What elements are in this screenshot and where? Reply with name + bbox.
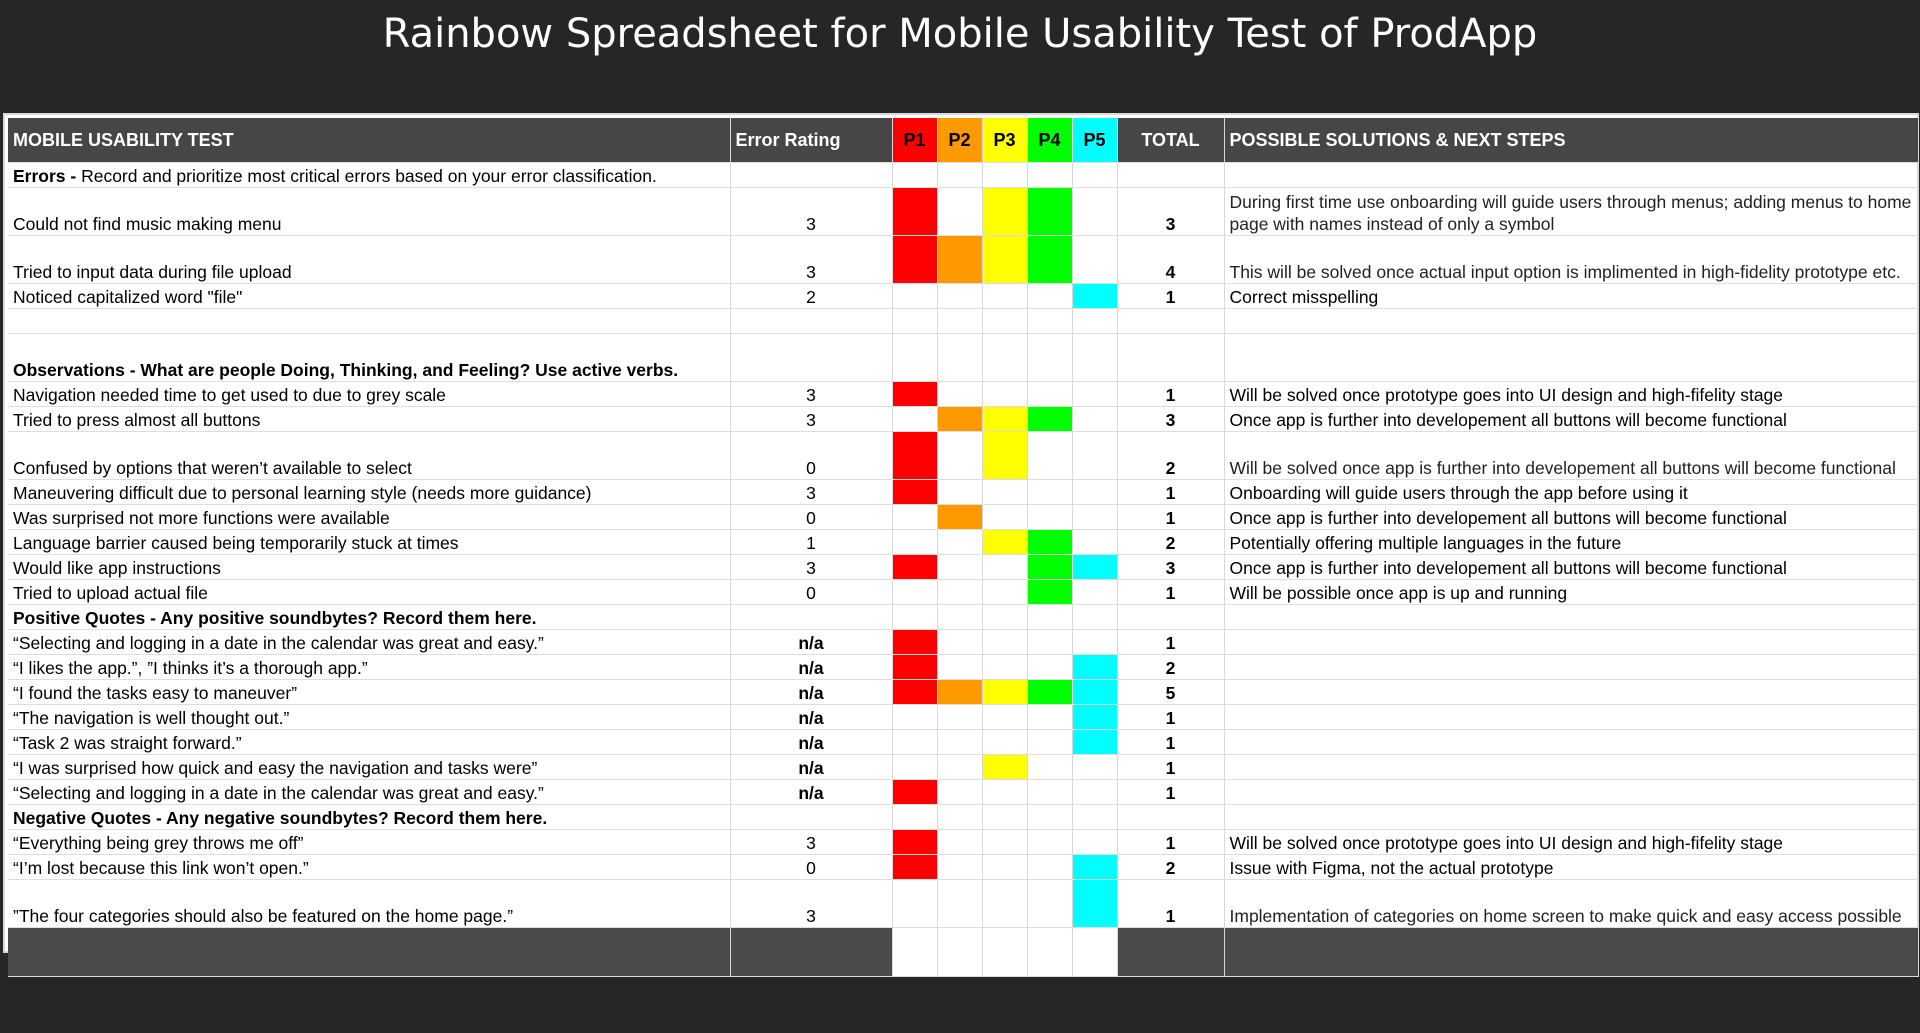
participant-p1-cell[interactable] (892, 555, 937, 580)
empty-cell[interactable] (982, 805, 1027, 830)
footer-participant-cell (892, 928, 937, 977)
participant-p5-cell[interactable] (1072, 755, 1117, 780)
participant-p3-cell[interactable] (982, 505, 1027, 530)
empty-cell[interactable] (1117, 163, 1224, 188)
participant-p3-cell[interactable] (982, 530, 1027, 555)
empty-cell[interactable] (1027, 805, 1072, 830)
table-row (8, 555, 1918, 580)
error-rating-cell[interactable]: 0 (730, 580, 892, 605)
participant-p4-cell[interactable] (1027, 236, 1072, 284)
table-row (8, 655, 1918, 680)
empty-cell[interactable] (937, 309, 982, 334)
participant-p3-cell[interactable] (982, 236, 1027, 284)
empty-cell[interactable] (1027, 605, 1072, 630)
participant-p2-cell[interactable] (937, 680, 982, 705)
empty-cell[interactable] (937, 605, 982, 630)
footer-participant-cell (1027, 928, 1072, 977)
empty-cell[interactable] (937, 163, 982, 188)
participant-p2-cell[interactable] (937, 555, 982, 580)
error-rating-cell[interactable]: n/a (730, 655, 892, 680)
error-rating-cell[interactable]: n/a (730, 755, 892, 780)
participant-p1-cell[interactable] (892, 630, 937, 655)
participant-p5-cell[interactable] (1072, 855, 1117, 880)
solution-cell[interactable]: Once app is further into developement all buttons will become functional (1224, 505, 1918, 530)
header-test[interactable]: MOBILE USABILITY TEST (8, 118, 730, 163)
error-rating-cell[interactable]: 3 (730, 382, 892, 407)
table-body (8, 163, 1918, 977)
participant-p1-cell[interactable] (892, 236, 937, 284)
table-row (8, 855, 1918, 880)
total-cell[interactable]: 1 (1117, 284, 1224, 309)
participant-p2-cell[interactable] (937, 407, 982, 432)
participant-p1-cell[interactable] (892, 780, 937, 805)
empty-cell[interactable] (937, 805, 982, 830)
header-p1[interactable]: P1 (892, 118, 937, 163)
participant-p1-cell[interactable] (892, 530, 937, 555)
empty-cell[interactable] (892, 605, 937, 630)
participant-p1-cell[interactable] (892, 880, 937, 928)
total-cell[interactable]: 2 (1117, 530, 1224, 555)
table-row (8, 705, 1918, 730)
empty-cell[interactable] (937, 334, 982, 382)
participant-p2-cell[interactable] (937, 755, 982, 780)
solution-cell[interactable]: Will be solved once prototype goes into UI design and high-fifelity stage (1224, 830, 1918, 855)
participant-p4-cell[interactable] (1027, 555, 1072, 580)
participant-p1-cell[interactable] (892, 705, 937, 730)
solution-cell[interactable]: Correct misspelling (1224, 284, 1918, 309)
participant-p3-cell[interactable] (982, 880, 1027, 928)
participant-p1-cell[interactable] (892, 407, 937, 432)
participant-p2-cell[interactable] (937, 655, 982, 680)
participant-p1-cell[interactable] (892, 432, 937, 480)
participant-p4-cell[interactable] (1027, 755, 1072, 780)
participant-p3-cell[interactable] (982, 705, 1027, 730)
empty-cell[interactable] (1027, 163, 1072, 188)
error-rating-cell[interactable]: 3 (730, 480, 892, 505)
participant-p4-cell[interactable] (1027, 382, 1072, 407)
empty-cell[interactable] (1224, 605, 1918, 630)
finding-cell[interactable]: Maneuvering difficult due to personal learning style (needs more guidance) (8, 480, 730, 505)
participant-p1-cell[interactable] (892, 755, 937, 780)
participant-p3-cell[interactable] (982, 830, 1027, 855)
participant-p4-cell[interactable] (1027, 530, 1072, 555)
participant-p4-cell[interactable] (1027, 580, 1072, 605)
blank-row (8, 309, 1918, 334)
total-cell[interactable]: 5 (1117, 680, 1224, 705)
participant-p3-cell[interactable] (982, 188, 1027, 236)
participant-p3-cell[interactable] (982, 680, 1027, 705)
total-cell[interactable]: 1 (1117, 580, 1224, 605)
page-title: Rainbow Spreadsheet for Mobile Usability Test of ProdApp (382, 11, 1538, 57)
solution-cell[interactable]: Will be solved once prototype goes into UI design and high-fifelity stage (1224, 382, 1918, 407)
empty-cell[interactable] (8, 309, 730, 334)
total-cell[interactable]: 1 (1117, 780, 1224, 805)
table-row (8, 880, 1918, 928)
footer-cell (1224, 928, 1918, 977)
participant-p3-cell[interactable] (982, 730, 1027, 755)
error-rating-cell[interactable]: 3 (730, 188, 892, 236)
participant-p5-cell[interactable] (1072, 480, 1117, 505)
participant-p5-cell[interactable] (1072, 188, 1117, 236)
participant-p5-cell[interactable] (1072, 432, 1117, 480)
finding-cell[interactable]: Tried to press almost all buttons (8, 407, 730, 432)
participant-p5-cell[interactable] (1072, 580, 1117, 605)
header-p2[interactable]: P2 (937, 118, 982, 163)
empty-cell[interactable] (1117, 309, 1224, 334)
footer-participant-cell (937, 928, 982, 977)
participant-p1-cell[interactable] (892, 655, 937, 680)
finding-cell[interactable]: Language barrier caused being temporarily stuck at times (8, 530, 730, 555)
participant-p4-cell[interactable] (1027, 655, 1072, 680)
participant-p4-cell[interactable] (1027, 284, 1072, 309)
participant-p5-cell[interactable] (1072, 780, 1117, 805)
participant-p4-cell[interactable] (1027, 505, 1072, 530)
empty-cell[interactable] (982, 163, 1027, 188)
participant-p4-cell[interactable] (1027, 188, 1072, 236)
total-cell[interactable]: 1 (1117, 755, 1224, 780)
solution-cell[interactable] (1224, 655, 1918, 680)
table-row (8, 382, 1918, 407)
solution-cell[interactable]: Once app is further into developement all buttons will become functional (1224, 555, 1918, 580)
total-cell[interactable]: 1 (1117, 480, 1224, 505)
empty-cell[interactable] (1117, 605, 1224, 630)
footer-participant-cell (982, 928, 1027, 977)
table-row (8, 407, 1918, 432)
section-header-row (8, 605, 1918, 630)
participant-p2-cell[interactable] (937, 780, 982, 805)
footer-cell (8, 928, 730, 977)
error-rating-cell[interactable]: 3 (730, 880, 892, 928)
solution-cell[interactable] (1224, 630, 1918, 655)
participant-p1-cell[interactable] (892, 830, 937, 855)
participant-p1-cell[interactable] (892, 580, 937, 605)
finding-cell[interactable]: “I likes the app.”, ”I thinks it’s a thorough app.” (8, 655, 730, 680)
solution-cell[interactable]: Issue with Figma, not the actual prototype (1224, 855, 1918, 880)
participant-p4-cell[interactable] (1027, 630, 1072, 655)
participant-p3-cell[interactable] (982, 580, 1027, 605)
table-row (8, 580, 1918, 605)
empty-cell[interactable] (1117, 805, 1224, 830)
participant-p1-cell[interactable] (892, 505, 937, 530)
table-row (8, 505, 1918, 530)
participant-p2-cell[interactable] (937, 505, 982, 530)
participant-p2-cell[interactable] (937, 480, 982, 505)
participant-p5-cell[interactable] (1072, 407, 1117, 432)
header-row (8, 118, 1918, 163)
participant-p5-cell[interactable] (1072, 880, 1117, 928)
total-cell[interactable]: 3 (1117, 407, 1224, 432)
finding-cell[interactable]: Tried to upload actual file (8, 580, 730, 605)
participant-p5-cell[interactable] (1072, 680, 1117, 705)
participant-p3-cell[interactable] (982, 780, 1027, 805)
empty-cell[interactable] (1072, 334, 1117, 382)
section-header-row (8, 334, 1918, 382)
participant-p2-cell[interactable] (937, 382, 982, 407)
empty-cell[interactable] (1224, 163, 1918, 188)
error-rating-cell[interactable]: 1 (730, 530, 892, 555)
empty-cell[interactable] (730, 163, 892, 188)
solution-cell[interactable]: During first time use onboarding will guide users through menus; adding menus to home page with names instead of only a symbol (1224, 188, 1918, 236)
participant-p2-cell[interactable] (937, 530, 982, 555)
empty-cell[interactable] (1224, 805, 1918, 830)
participant-p3-cell[interactable] (982, 284, 1027, 309)
header-error-rating[interactable]: Error Rating (730, 118, 892, 163)
empty-cell[interactable] (1072, 309, 1117, 334)
footer-row (8, 928, 1918, 977)
empty-cell[interactable] (982, 309, 1027, 334)
participant-p4-cell[interactable] (1027, 432, 1072, 480)
solution-cell[interactable] (1224, 730, 1918, 755)
participant-p4-cell[interactable] (1027, 407, 1072, 432)
table-row (8, 730, 1918, 755)
error-rating-cell[interactable]: n/a (730, 730, 892, 755)
solution-cell[interactable]: This will be solved once actual input option is implimented in high-fidelity prototype etc. (1224, 236, 1918, 284)
participant-p3-cell[interactable] (982, 655, 1027, 680)
participant-p3-cell[interactable] (982, 630, 1027, 655)
empty-cell[interactable] (1027, 309, 1072, 334)
section-title-bold: Negative Quotes - Any negative soundbytes? Record them here. (13, 808, 548, 828)
participant-p5-cell[interactable] (1072, 382, 1117, 407)
header-p4[interactable]: P4 (1027, 118, 1072, 163)
participant-p2-cell[interactable] (937, 284, 982, 309)
participant-p2-cell[interactable] (937, 855, 982, 880)
table-row (8, 530, 1918, 555)
participant-p4-cell[interactable] (1027, 855, 1072, 880)
participant-p2-cell[interactable] (937, 730, 982, 755)
solution-cell[interactable]: Potentially offering multiple languages in the future (1224, 530, 1918, 555)
participant-p4-cell[interactable] (1027, 730, 1072, 755)
error-rating-cell[interactable]: n/a (730, 680, 892, 705)
table-row (8, 480, 1918, 505)
error-rating-cell[interactable]: 0 (730, 432, 892, 480)
footer-cell (730, 928, 892, 977)
participant-p4-cell[interactable] (1027, 780, 1072, 805)
finding-cell[interactable]: Noticed capitalized word "file" (8, 284, 730, 309)
section-header-row (8, 163, 1918, 188)
error-rating-cell[interactable]: n/a (730, 630, 892, 655)
total-cell[interactable]: 1 (1117, 630, 1224, 655)
finding-cell[interactable]: Could not find music making menu (8, 188, 730, 236)
table-row (8, 755, 1918, 780)
total-cell[interactable]: 1 (1117, 505, 1224, 530)
participant-p5-cell[interactable] (1072, 505, 1117, 530)
participant-p4-cell[interactable] (1027, 480, 1072, 505)
solution-cell[interactable]: Will be possible once app is up and running (1224, 580, 1918, 605)
finding-cell[interactable]: “Selecting and logging in a date in the calendar was great and easy.” (8, 630, 730, 655)
section-title-bold: Observations - What are people Doing, Thinking, and Feeling? Use active verbs. (13, 360, 679, 380)
section-title-bold: Errors - (13, 166, 77, 186)
empty-cell[interactable] (982, 605, 1027, 630)
participant-p4-cell[interactable] (1027, 830, 1072, 855)
header-solutions[interactable]: POSSIBLE SOLUTIONS & NEXT STEPS (1224, 118, 1918, 163)
total-cell[interactable]: 3 (1117, 555, 1224, 580)
participant-p2-cell[interactable] (937, 830, 982, 855)
error-rating-cell[interactable]: n/a (730, 705, 892, 730)
participant-p2-cell[interactable] (937, 432, 982, 480)
participant-p3-cell[interactable] (982, 755, 1027, 780)
total-cell[interactable]: 1 (1117, 830, 1224, 855)
error-rating-cell[interactable]: 3 (730, 236, 892, 284)
solution-cell[interactable]: Once app is further into developement all buttons will become functional (1224, 407, 1918, 432)
finding-cell[interactable]: Confused by options that weren’t available to select (8, 432, 730, 480)
section-title-cell[interactable] (8, 805, 730, 830)
total-cell[interactable]: 2 (1117, 855, 1224, 880)
section-title-cell[interactable] (8, 163, 730, 188)
error-rating-cell[interactable]: 3 (730, 830, 892, 855)
participant-p2-cell[interactable] (937, 705, 982, 730)
section-header-row (8, 805, 1918, 830)
finding-cell[interactable]: Navigation needed time to get used to due to grey scale (8, 382, 730, 407)
participant-p5-cell[interactable] (1072, 630, 1117, 655)
solution-cell[interactable]: Onboarding will guide users through the app before using it (1224, 480, 1918, 505)
participant-p2-cell[interactable] (937, 630, 982, 655)
finding-cell[interactable]: Was surprised not more functions were available (8, 505, 730, 530)
section-title-bold: Positive Quotes - Any positive soundbytes? Record them here. (13, 608, 537, 628)
total-cell[interactable]: 1 (1117, 730, 1224, 755)
empty-cell[interactable] (892, 805, 937, 830)
participant-p5-cell[interactable] (1072, 705, 1117, 730)
empty-cell[interactable] (892, 309, 937, 334)
solution-cell[interactable] (1224, 705, 1918, 730)
finding-cell[interactable]: “Everything being grey throws me off” (8, 830, 730, 855)
participant-p1-cell[interactable] (892, 855, 937, 880)
spreadsheet (3, 113, 1919, 953)
participant-p5-cell[interactable] (1072, 236, 1117, 284)
header-total[interactable]: TOTAL (1117, 118, 1224, 163)
finding-cell[interactable]: ”The four categories should also be featured on the home page.” (8, 880, 730, 928)
participant-p2-cell[interactable] (937, 188, 982, 236)
participant-p2-cell[interactable] (937, 580, 982, 605)
empty-cell[interactable] (1224, 309, 1918, 334)
footer-cell (1117, 928, 1224, 977)
empty-cell[interactable] (1117, 334, 1224, 382)
participant-p5-cell[interactable] (1072, 530, 1117, 555)
finding-cell[interactable]: Tried to input data during file upload (8, 236, 730, 284)
table-row (8, 830, 1918, 855)
participant-p3-cell[interactable] (982, 432, 1027, 480)
participant-p5-cell[interactable] (1072, 555, 1117, 580)
participant-p2-cell[interactable] (937, 880, 982, 928)
finding-cell[interactable]: “I found the tasks easy to maneuver” (8, 680, 730, 705)
participant-p1-cell[interactable] (892, 730, 937, 755)
solution-cell[interactable] (1224, 755, 1918, 780)
participant-p3-cell[interactable] (982, 480, 1027, 505)
total-cell[interactable]: 1 (1117, 705, 1224, 730)
header-p3[interactable]: P3 (982, 118, 1027, 163)
total-cell[interactable]: 4 (1117, 236, 1224, 284)
total-cell[interactable]: 3 (1117, 188, 1224, 236)
table-row (8, 780, 1918, 805)
total-cell[interactable]: 1 (1117, 880, 1224, 928)
participant-p3-cell[interactable] (982, 855, 1027, 880)
finding-cell[interactable]: “The navigation is well thought out.” (8, 705, 730, 730)
finding-cell[interactable]: “Selecting and logging in a date in the calendar was great and easy.” (8, 780, 730, 805)
error-rating-cell[interactable]: 2 (730, 284, 892, 309)
usability-table (8, 118, 1919, 977)
table-row (8, 236, 1918, 284)
finding-cell[interactable]: “I was surprised how quick and easy the navigation and tasks were” (8, 755, 730, 780)
header-p5[interactable]: P5 (1072, 118, 1117, 163)
error-rating-cell[interactable]: 0 (730, 855, 892, 880)
participant-p4-cell[interactable] (1027, 880, 1072, 928)
total-cell[interactable]: 2 (1117, 432, 1224, 480)
participant-p5-cell[interactable] (1072, 655, 1117, 680)
participant-p3-cell[interactable] (982, 407, 1027, 432)
empty-cell[interactable] (730, 334, 892, 382)
table-row (8, 284, 1918, 309)
participant-p4-cell[interactable] (1027, 680, 1072, 705)
table-row (8, 680, 1918, 705)
empty-cell[interactable] (730, 805, 892, 830)
empty-cell[interactable] (730, 309, 892, 334)
footer-participant-cell (1072, 928, 1117, 977)
solution-cell[interactable]: Will be solved once app is further into developement all buttons will become functional (1224, 432, 1918, 480)
participant-p5-cell[interactable] (1072, 730, 1117, 755)
participant-p2-cell[interactable] (937, 236, 982, 284)
solution-cell[interactable] (1224, 680, 1918, 705)
empty-cell[interactable] (1072, 805, 1117, 830)
participant-p1-cell[interactable] (892, 480, 937, 505)
empty-cell[interactable] (892, 334, 937, 382)
participant-p5-cell[interactable] (1072, 830, 1117, 855)
error-rating-cell[interactable]: 3 (730, 407, 892, 432)
table-row (8, 188, 1918, 236)
section-title-cell[interactable] (8, 605, 730, 630)
section-title-cell[interactable] (8, 334, 730, 382)
section-title-rest: Record and prioritize most critical errors based on your error classification. (76, 166, 657, 186)
finding-cell[interactable]: Would like app instructions (8, 555, 730, 580)
solution-cell[interactable]: Implementation of categories on home screen to make quick and easy access possible (1224, 880, 1918, 928)
participant-p3-cell[interactable] (982, 555, 1027, 580)
participant-p1-cell[interactable] (892, 188, 937, 236)
finding-cell[interactable]: “I’m lost because this link won’t open.” (8, 855, 730, 880)
table-row (8, 630, 1918, 655)
empty-cell[interactable] (892, 163, 937, 188)
participant-p1-cell[interactable] (892, 284, 937, 309)
participant-p3-cell[interactable] (982, 382, 1027, 407)
finding-cell[interactable]: “Task 2 was straight forward.” (8, 730, 730, 755)
empty-cell[interactable] (1027, 334, 1072, 382)
empty-cell[interactable] (730, 605, 892, 630)
error-rating-cell[interactable]: n/a (730, 780, 892, 805)
table-row (8, 432, 1918, 480)
empty-cell[interactable] (1224, 334, 1918, 382)
empty-cell[interactable] (1072, 605, 1117, 630)
total-cell[interactable]: 2 (1117, 655, 1224, 680)
participant-p4-cell[interactable] (1027, 705, 1072, 730)
total-cell[interactable]: 1 (1117, 382, 1224, 407)
error-rating-cell[interactable]: 0 (730, 505, 892, 530)
participant-p1-cell[interactable] (892, 382, 937, 407)
empty-cell[interactable] (982, 334, 1027, 382)
participant-p5-cell[interactable] (1072, 284, 1117, 309)
solution-cell[interactable] (1224, 780, 1918, 805)
error-rating-cell[interactable]: 3 (730, 555, 892, 580)
empty-cell[interactable] (1072, 163, 1117, 188)
participant-p1-cell[interactable] (892, 680, 937, 705)
